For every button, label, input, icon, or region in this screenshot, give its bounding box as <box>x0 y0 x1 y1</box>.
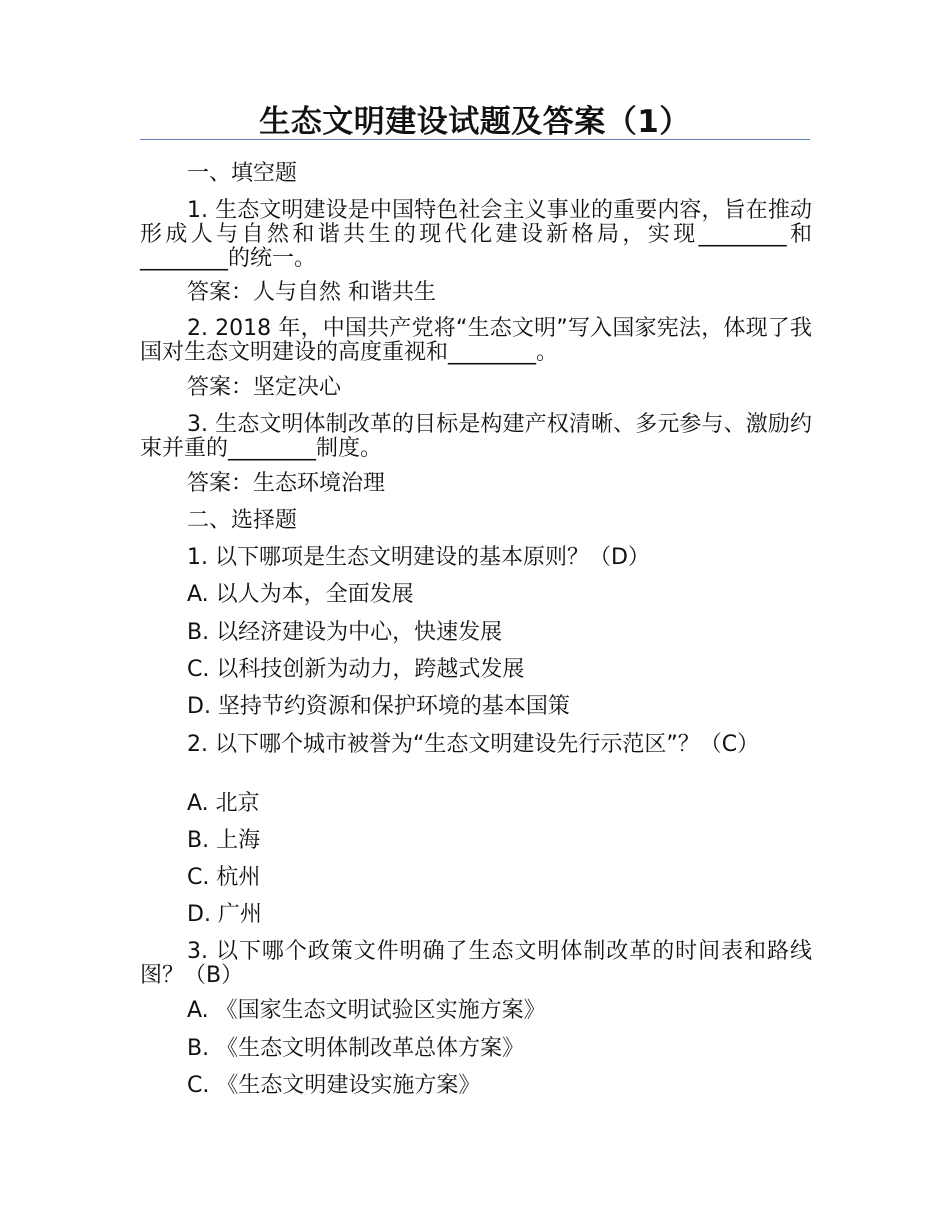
fill-answer-2: 答案：坚定决心 <box>187 375 342 400</box>
fill-question-3: 3. 生态文明体制改革的目标是构建产权清晰、多元参与、激励约束并重的________制度。 <box>140 412 812 461</box>
choice-question-3: 3. 以下哪个政策文件明确了生态文明体制改革的时间表和路线图？（B） <box>140 939 812 988</box>
choice-3-option-b: B. 《生态文明体制改革总体方案》 <box>187 1036 525 1061</box>
choice-1-option-d: D. 坚持节约资源和保护环境的基本国策 <box>187 694 570 719</box>
section-heading-fill-in: 一、填空题 <box>187 161 298 186</box>
choice-1-option-b: B. 以经济建设为中心，快速发展 <box>187 620 503 645</box>
choice-question-2: 2. 以下哪个城市被誉为“生态文明建设先行示范区”？（C） <box>187 732 760 757</box>
choice-2-option-a: A. 北京 <box>187 791 260 816</box>
section-heading-choice: 二、选择题 <box>187 508 298 533</box>
choice-question-1: 1. 以下哪项是生态文明建设的基本原则？（D） <box>187 545 650 570</box>
title-underline <box>140 139 810 140</box>
choice-1-option-c: C. 以科技创新为动力，跨越式发展 <box>187 657 525 682</box>
choice-3-option-c: C. 《生态文明建设实施方案》 <box>187 1073 481 1098</box>
choice-1-option-a: A. 以人为本，全面发展 <box>187 582 414 607</box>
choice-3-option-a: A. 《国家生态文明试验区实施方案》 <box>187 998 546 1023</box>
choice-2-option-d: D. 广州 <box>187 902 262 927</box>
fill-question-1: 1. 生态文明建设是中国特色社会主义事业的重要内容，旨在推动形成人与自然和谐共生的现代化建设新格局，实现________和________的统一。 <box>140 198 812 271</box>
choice-2-option-c: C. 杭州 <box>187 865 261 890</box>
fill-answer-1: 答案：人与自然 和谐共生 <box>187 280 436 305</box>
fill-answer-3: 答案：生态环境治理 <box>187 471 386 496</box>
fill-question-2: 2. 2018 年，中国共产党将“生态文明”写入国家宪法，体现了我国对生态文明建设的高度重视和________。 <box>140 316 812 365</box>
choice-2-option-b: B. 上海 <box>187 828 261 853</box>
document-title: 生态文明建设试题及答案（1） <box>259 104 691 140</box>
